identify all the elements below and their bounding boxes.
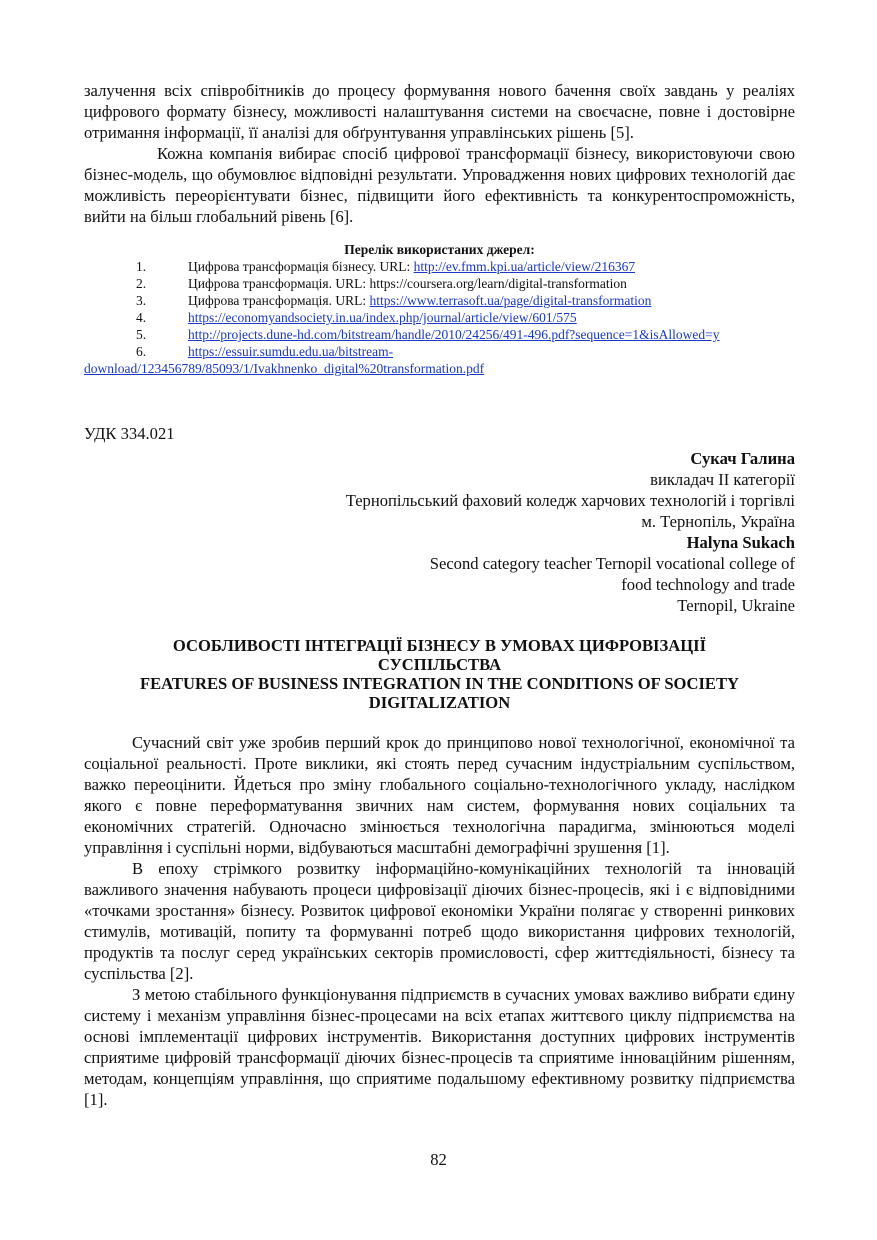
author-city-en: Ternopil, Ukraine xyxy=(677,596,795,615)
intro-paragraph-1: залучення всіх співробітників до процесу формування нового бачення своїх завдань у реаліях цифрового формату бізнесу, можливості налаштування системи на своєчасне, повне і достовірне отримання інформації, її аналізі для обґрунтування управлінських рішень [5]. xyxy=(84,81,795,142)
author-line2-en: food technology and trade xyxy=(621,575,795,594)
author-name-ua: Сукач Галина xyxy=(690,449,795,468)
reference-item-continuation xyxy=(84,360,795,377)
reference-item xyxy=(84,275,795,292)
reference-link[interactable]: http://projects.dune-hd.com/bitstream/handle/2010/24256/491-496.pdf?sequence=1&isAllowed=y xyxy=(188,327,720,342)
reference-link[interactable]: https://economyandsociety.in.ua/index.php/journal/article/view/601/575 xyxy=(188,310,577,325)
reference-item xyxy=(84,258,795,275)
article-title-en: FEATURES OF BUSINESS INTEGRATION IN THE CONDITIONS OF SOCIETY DIGITALIZATION xyxy=(139,674,740,712)
reference-number: 4. xyxy=(136,310,147,325)
reference-link[interactable]: https://essuir.sumdu.edu.ua/bitstream- xyxy=(188,344,394,359)
reference-item xyxy=(84,292,795,309)
body-paragraph-3: З метою стабільного функціонування підприємств в сучасних умовах важливо вибрати єдину систему і механізм управління бізнес-процесами на всіх етапах життєвого циклу підприємства на основі імплементації цифрових інструментів. Використання доступних цифрових інструментів сприятиме цифровій трансформації діючих бізнес-процесів та сприятиме інноваційним рішенням, методам, концепціям управління, що сприятиме подальшому ефективному розвитку підприємства [1]. xyxy=(84,985,795,1109)
body-paragraph-2: В епоху стрімкого розвитку інформаційно-комунікаційних технологій та інновацій важливого значення набувають процеси цифровізації діючих бізнес-процесів, які і є відповідними «точками зростання» бізнесу. Розвиток цифрової економіки України полягає у створенні ринкових стимулів, мотивацій, попиту та формуванні потреб щодо використання цифрових технологій, продуктів та послуг серед українських секторів промисловості, сфер життєдіяльності, бізнесу та суспільства [2]. xyxy=(84,859,795,983)
author-line1-en: Second category teacher Ternopil vocational college of xyxy=(429,554,795,573)
reference-number: 1. xyxy=(136,259,147,274)
intro-paragraph-2: Кожна компанія вибирає спосіб цифрової трансформації бізнесу, використовуючи свою бізнес-модель, що обумовлює відповідні результати. Упровадження нових цифрових технологій дає можливість переорієнтувати бізнес, підвищити його ефективність та конкурентоспроможність, вийти на більш глобальний рівень [6]. xyxy=(84,144,795,226)
reference-number: 3. xyxy=(136,293,147,308)
reference-item xyxy=(84,309,795,326)
author-position-ua: викладач ІІ категорії xyxy=(650,470,795,489)
reference-item xyxy=(84,326,795,343)
author-city-ua: м. Тернопіль, Україна xyxy=(641,512,795,531)
reference-text: Цифрова трансформація. URL: https://coursera.org/learn/digital-transformation xyxy=(188,276,627,291)
author-block xyxy=(84,448,795,616)
references-list xyxy=(84,258,795,377)
reference-number: 5. xyxy=(136,327,147,342)
reference-number: 2. xyxy=(136,276,147,291)
references-title: Перелік використаних джерел: xyxy=(344,242,535,257)
page-number: 82 xyxy=(430,1150,447,1169)
article-title xyxy=(84,636,795,712)
reference-text: Цифрова трансформація. URL: xyxy=(188,293,370,308)
article-title-ua: ОСОБЛИВОСТІ ІНТЕГРАЦІЇ БІЗНЕСУ В УМОВАХ ЦИФРОВІЗАЦІЇ СУСПІЛЬСТВА xyxy=(172,636,707,674)
reference-link-continuation[interactable]: download/123456789/85093/1/Ivakhnenko_digital%20transformation.pdf xyxy=(84,361,485,376)
author-org-ua: Тернопільський фаховий коледж харчових технологій і торгівлі xyxy=(345,491,795,510)
author-name-en: Halyna Sukach xyxy=(686,533,795,552)
body-paragraph-1: Сучасний світ уже зробив перший крок до принципово нової технологічної, економічної та соціальної реальності. Проте виклики, які стоять перед сучасним індустріальним суспільством, важко переоцінити. Йдеться про зміну глобального соціально-технологічного укладу, наслідком якого є повне переформатування звичних нам систем, формування нових соціальних та економічних стратегій. Одночасно змінюється технологічна парадигма, змінюються моделі управління і суспільні норми, відбуваються масштабні демографічні зрушення [1]. xyxy=(84,733,795,857)
udk-code: УДК 334.021 xyxy=(84,424,175,443)
page-content xyxy=(84,80,795,1110)
reference-link[interactable]: http://ev.fmm.kpi.ua/article/view/216367 xyxy=(413,259,636,274)
reference-link[interactable]: https://www.terrasoft.ua/page/digital-transformation xyxy=(369,293,652,308)
reference-item xyxy=(84,343,795,360)
reference-number: 6. xyxy=(136,344,147,359)
reference-text: Цифрова трансформація бізнесу. URL: xyxy=(188,259,414,274)
